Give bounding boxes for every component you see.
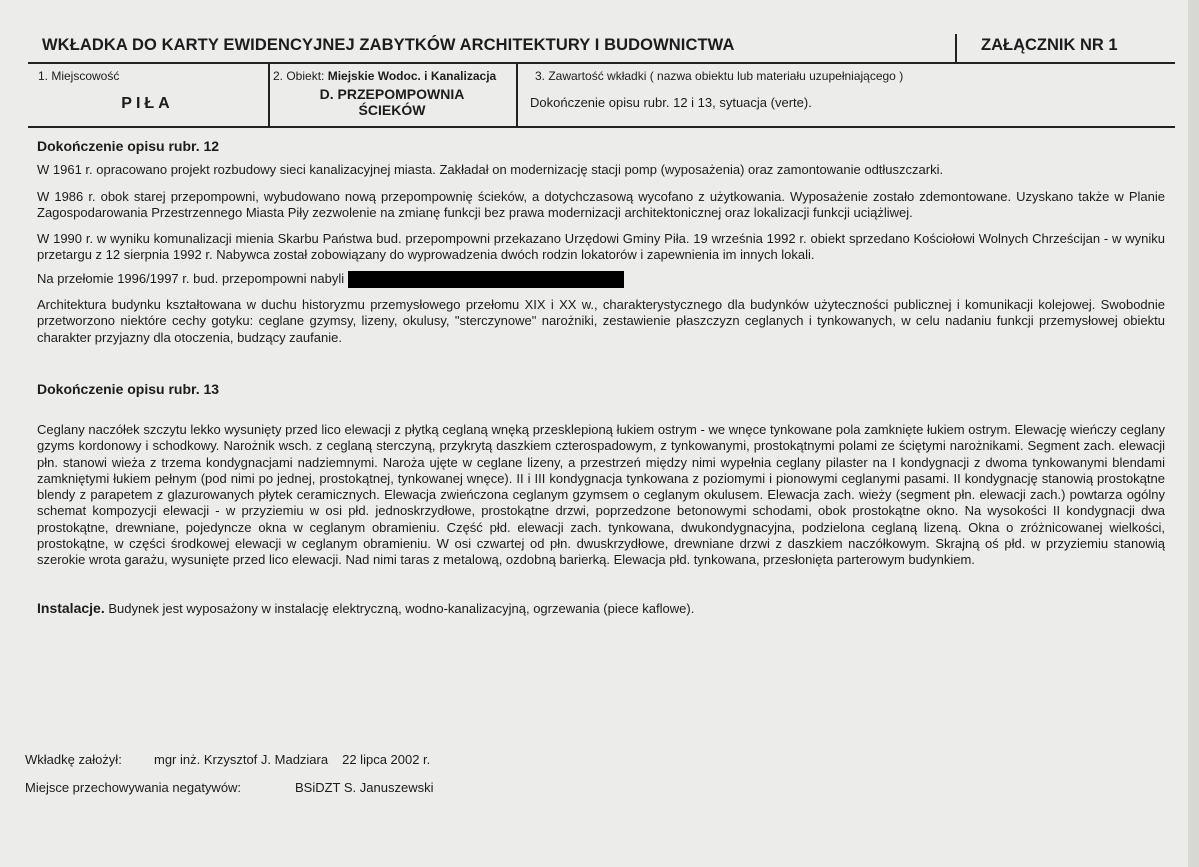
author-label: Wkładkę założył: [25,752,122,767]
content-label: 3. Zawartość wkładki ( nazwa obiektu lub materiału uzupełniającego ) [535,69,904,83]
section12-heading: Dokończenie opisu rubr. 12 [37,138,220,154]
section13-heading: Dokończenie opisu rubr. 13 [37,381,220,397]
scan-edge [1188,0,1199,867]
storage-row [25,780,433,795]
installations-label: Instalacje. [37,600,105,616]
cell-divider-2 [516,64,518,126]
purchase-text: Na przełomie 1996/1997 r. bud. przepompowni nabyli [37,271,345,286]
author-row [25,752,430,767]
storage-value: BSiDZT S. Januszewski [295,780,434,795]
cell-divider-1 [268,64,270,126]
locality-label: 1. Miejscowość [38,69,120,83]
installations-text: Budynek jest wyposażony w instalację elektryczną, wodno-kanalizacyjną, ogrzewania (piece kaflowe). [104,601,695,616]
object-value [272,86,512,118]
annex-label: ZAŁĄCZNIK NR 1 [981,36,1118,54]
table-bottom-rule [28,126,1175,128]
storage-label: Miejsce przechowywania negatywów: [25,780,242,795]
installations-paragraph [37,600,1165,617]
section12-paragraph-3: W 1990 r. w wyniku komunalizacji mienia Skarbu Państwa bud. przepompowni przekazano Urzędowi Gminy Piła. 19 września 1992 r. obiekt sprzedano Kościołowi Wolnych Chrześcijan - w wyniku przetargu z 12 sierpnia 1992 r. Nabywca został zobowiązany do wyprowadzenia dwóch rodzin lokatorów i zapewnienia im innych lokali. [37,231,1165,263]
object-value-line1: D. PRZEPOMPOWNIA [319,86,465,102]
section12-paragraph-1: W 1961 r. opracowano projekt rozbudowy sieci kanalizacyjnej miasta. Zakładał on modernizację stacji pomp (wyposażenia) oraz zamontowanie odtłuszczarki. [37,162,944,177]
header-divider [955,34,957,62]
date-value: 22 lipca 2002 r. [342,752,431,767]
section12-paragraph-5: Architektura budynku kształtowana w duchu historyzmu przemysłowego przełomu XIX i XX w., charakterystycznego dla budynków użyteczności publicznej i komunikacji kolejowej. Swobodnie przetworzono niektóre cechy gotyku: ceglane gzymsy, lizeny, okulusy, "sterczynowe" narożniki, zestawienie płaszczyzn ceglanych i tynkowanych, w celu nadaniu funkcji przemysłowej obiektu charakter przyjazny dla otoczenia, budzący zaufanie. [37,297,1165,345]
object-label-name: Miejskie Wodoc. i Kanalizacja [327,69,497,83]
object-label-prefix: 2. Obiekt: [273,69,328,83]
object-value-line2: ŚCIEKÓW [358,102,426,118]
section13-paragraph-1: Ceglany naczółek szczytu lekko wysunięty przed lico elewacji z płytką ceglaną wnęką przesklepioną łukiem ostrym - we wnęce tynkowane pola zamknięte łukiem ostrym. Elewację wieńczy ceglany gzyms kordonowy i schodkowy. Narożnik wsch. z ceglaną sterczyną, przykrytą daszkiem czterospadowym, z tynkowanymi, prostokątnymi polami ze ściętymi narożnikami. Segment zach. elewacji płn. stanowi wieża z trzema kondygnacjami nadziemnymi. Naroża ujęte w ceglane lizeny, a przestrzeń między nimi wypełnia ceglany pilaster na I kondygnacji z dwoma tynkowanymi blendami zamkniętymi łukiem pełnym (pod nimi po jednej, prostokątnej, tynkowanej wnęce). II i III kondygnacja tynkowana z poziomymi i pionowymi ceglanymi pasami. II kondygnację stanowią prostokątne blendy z parapetem z glazurowanych płytek ceramicznych. Elewacja zwieńczona ceglanym gzymsem o ceglanym okulusem. Elewacja zach. wieży (segment płn. elewacji zach.) powtarza ogólny schemat kompozycji elewacji - w przyziemiu w osi płd. jednoskrzydłowe, prostokątne drzwi, poprzedzone betonowymi schodami, obok prostokątne okno. Na wysokości II kondygnacji dwa prostokątne, drewniane, pojedyncze okna w ceglanym obramieniu. Część płd. elewacji zach. tynkowana, dwukondygnacyjna, podzielona ceglaną lizeną. Okna o zróżnicowanej wielkości, prostokątne, w części środkowej elewacji w ceglanym obramieniu. W osi czwartej od płn. dwuskrzydłowe, drewniane drzwi z daszkiem naczółkowym. Skrajną oś płd. w przyziemiu stanowią szerokie wrota garażu, wysunięte przed lico elewacji. Nad nimi taras z metalową, ozdobną barierką. Elewacja płd. tynkowana, przesłonięta parterowym budynkiem. [37,422,1165,568]
redaction-bar [348,271,624,288]
author-value: mgr inż. Krzysztof J. Madziara [154,752,329,767]
section12-paragraph-4 [37,271,1165,288]
content-value: Dokończenie opisu rubr. 12 i 13, sytuacja (verte). [530,95,812,110]
object-label [273,69,496,83]
document-title: WKŁADKA DO KARTY EWIDENCYJNEJ ZABYTKÓW ARCHITEKTURY I BUDOWNICTWA [42,36,735,54]
locality-value: PIŁA [121,95,174,112]
table-top-rule [28,62,1175,64]
section12-paragraph-2: W 1986 r. obok starej przepompowni, wybudowano nową przepompownię ścieków, a dotychczasową wycofano z użytkowania. Wyposażenie zostało zdemontowane. Uzyskano także w Planie Zagospodarowania Przestrzennego Miasta Piły zezwolenie na zmianę funkcji bez prawa modernizacji architektonicznej oraz lokalizacji funkcji uciążliwej. [37,189,1165,221]
